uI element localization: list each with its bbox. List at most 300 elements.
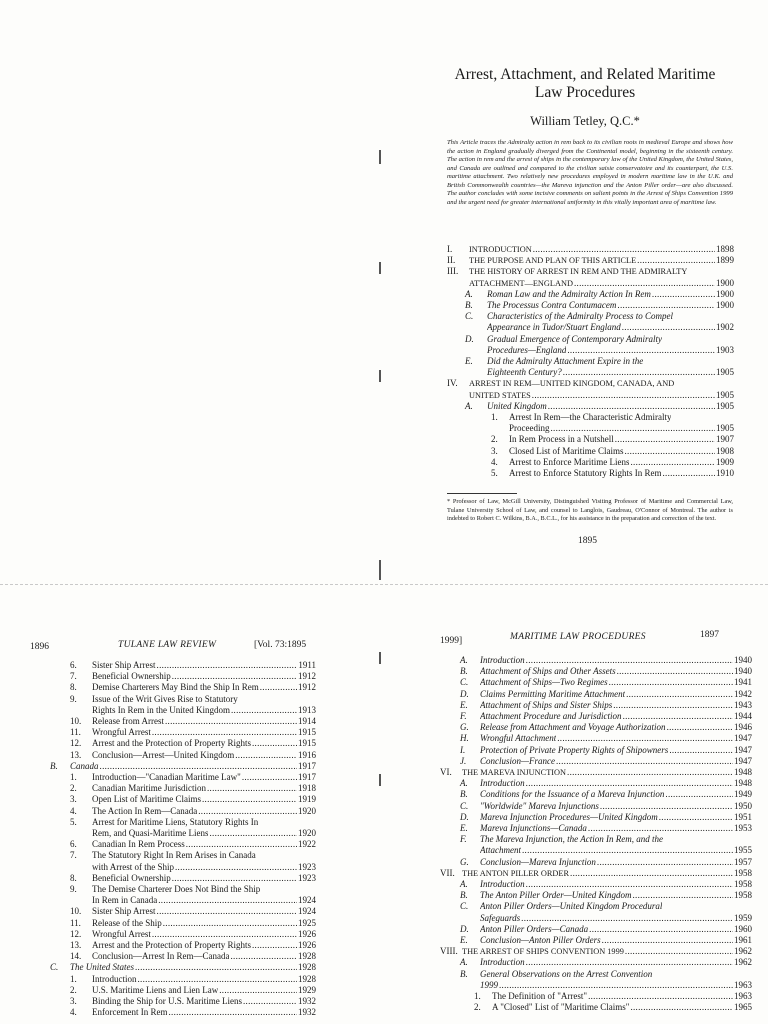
toc-page-number: 1926 xyxy=(298,928,316,939)
author-name: William Tetley, Q.C.* xyxy=(530,114,640,128)
toc-entry xyxy=(440,1002,752,1013)
toc-entry-title: Attachment of Ships and Other Assets xyxy=(480,666,616,677)
toc-leader xyxy=(172,671,297,682)
toc-entry-number: B. xyxy=(460,789,468,800)
toc-entry xyxy=(440,935,752,946)
toc-entry-title: Proceeding xyxy=(509,423,550,434)
toc-entry-title: Introduction xyxy=(480,778,525,789)
toc-entry-number: C. xyxy=(460,800,469,811)
toc-entry xyxy=(440,733,752,744)
toc-entry-title: Wrongful Arrest xyxy=(92,928,151,939)
toc-entry xyxy=(50,951,316,962)
toc-entry-number: C. xyxy=(460,901,469,912)
toc-page-number: 1909 xyxy=(716,456,734,467)
toc-leader xyxy=(219,985,297,996)
toc-entry-number: 14. xyxy=(70,951,82,962)
toc-page-number: 1955 xyxy=(734,845,752,856)
toc-entry xyxy=(440,677,752,688)
toc-leader xyxy=(600,801,733,812)
toc-page-number: 1928 xyxy=(298,962,316,973)
toc-leader xyxy=(135,962,297,973)
toc-page-number: 1899 xyxy=(716,255,734,266)
toc-entry xyxy=(50,738,316,749)
toc-entry-title: Attachment Procedure and Jurisdiction xyxy=(480,711,622,722)
toc-page-number: 1940 xyxy=(734,666,752,677)
toc-entry xyxy=(440,890,752,901)
toc-entry-title: THE ARREST OF SHIPS CONVENTION 1999 xyxy=(462,947,624,957)
toc-leader xyxy=(526,778,733,789)
toc-entry-title: Anton Piller Orders—Canada xyxy=(480,923,589,934)
toc-page-number: 1919 xyxy=(298,794,316,805)
toc-leader xyxy=(252,940,297,951)
toc-entry-number: I. xyxy=(460,744,466,755)
toc-entry-title: Rem, and Quasi-Maritime Liens xyxy=(92,828,209,839)
toc-entry xyxy=(440,689,752,700)
toc-entry-title: Conclusion—Arrest—United Kingdom xyxy=(92,749,235,760)
toc-entry-title: Protection of Private Property Rights of Shipowners xyxy=(480,744,669,755)
article-title xyxy=(440,66,730,102)
toc-entry xyxy=(50,794,316,805)
toc-leader xyxy=(242,772,297,783)
toc-leader xyxy=(157,660,298,671)
toc-entry xyxy=(50,996,316,1007)
toc-leader xyxy=(499,980,733,991)
toc-entry-title: The United States xyxy=(70,962,134,973)
toc-leader xyxy=(175,862,297,873)
toc-page-number: 1910 xyxy=(716,468,734,479)
toc-entry-title: Arrest and the Protection of Property Rights xyxy=(92,940,251,951)
toc-entry-title: Anton Piller Orders—United Kingdom Procedural xyxy=(480,901,663,912)
toc-page-number: 1958 xyxy=(734,890,752,901)
toc-entry-title: Introduction xyxy=(480,957,525,968)
toc-entry-number: I. xyxy=(447,244,453,254)
toc-entry-number: F. xyxy=(460,834,467,845)
toc-entry-title: Appearance in Tudor/Stuart England xyxy=(487,322,621,333)
toc-entry xyxy=(447,278,734,289)
toc-leader xyxy=(597,857,733,868)
toc-entry xyxy=(447,423,734,434)
toc-leader xyxy=(630,457,715,468)
toc-entry-number: C. xyxy=(465,311,474,322)
toc-entry-number: 2. xyxy=(70,984,77,995)
toc-entry xyxy=(440,711,752,722)
toc-entry xyxy=(50,716,316,727)
toc-leader xyxy=(602,935,733,946)
toc-page-number: 1923 xyxy=(298,861,316,872)
toc-entry-title: Closed List of Maritime Claims xyxy=(509,445,624,456)
toc-entry xyxy=(50,660,316,671)
toc-page-number: 1963 xyxy=(734,979,752,990)
toc-leader xyxy=(138,974,298,985)
toc-entry-title: ARREST IN REM—UNITED KINGDOM, CANADA, AND xyxy=(469,379,675,389)
toc-entry-title: Release from Arrest xyxy=(92,716,164,727)
toc-leader xyxy=(202,794,297,805)
toc-entry xyxy=(440,789,752,800)
toc-entry-title: General Observations on the Arrest Convention xyxy=(480,968,653,979)
volume-reference: [Vol. 73:1895 xyxy=(254,640,307,650)
toc-page-number: 1949 xyxy=(734,789,752,800)
toc-entry xyxy=(50,761,316,772)
toc-page-number: 1911 xyxy=(298,660,316,670)
toc-entry-number: 2. xyxy=(474,1002,481,1013)
folio-right: 1897 xyxy=(700,630,719,640)
toc-entry-number: A. xyxy=(460,655,468,665)
toc-entry xyxy=(50,873,316,884)
toc-entry-number: 1. xyxy=(491,412,498,423)
toc-entry xyxy=(447,356,734,367)
toc-entry xyxy=(50,918,316,929)
toc-entry-number: A. xyxy=(460,957,468,968)
toc-entry-title: The Processus Contra Contumacem xyxy=(487,300,617,311)
toc-entry-number: 7. xyxy=(70,671,77,682)
toc-page-number: 1962 xyxy=(734,957,752,968)
toc-entry xyxy=(50,850,316,861)
toc-page-number: 1947 xyxy=(734,733,752,744)
toc-entry xyxy=(440,778,752,789)
toc-entry-number: D. xyxy=(460,811,469,822)
toc-leader xyxy=(652,289,715,300)
toc-leader xyxy=(172,873,297,884)
toc-leader xyxy=(625,446,716,457)
toc-entry-title: Release of the Ship xyxy=(92,917,162,928)
toc-entry xyxy=(447,311,734,322)
toc-entry-title: The Demise Charterer Does Not Bind the Ship xyxy=(92,884,261,895)
toc-entry xyxy=(447,390,734,401)
toc-entry xyxy=(447,345,734,356)
toc-entry-number: 13. xyxy=(70,749,82,760)
toc-entry-number: 8. xyxy=(70,682,77,693)
toc-page-number: 1905 xyxy=(716,400,734,411)
toc-entry-title: Conclusion—France xyxy=(480,755,555,766)
toc-entry-title: Attachment of Ships and Sister Ships xyxy=(480,699,613,710)
toc-leader xyxy=(626,689,733,700)
gutter-mark xyxy=(379,370,381,382)
toc-entry-title: Demise Charterers May Bind the Ship In Rem xyxy=(92,682,259,693)
toc-leader xyxy=(630,1002,733,1013)
toc-leader xyxy=(567,345,715,356)
toc-leader xyxy=(551,423,716,434)
toc-page-number: 1946 xyxy=(734,722,752,733)
toc-page-number: 1929 xyxy=(298,984,316,995)
toc-entry xyxy=(50,862,316,873)
toc-entry-title: with Arrest of the Ship xyxy=(92,861,174,872)
page-number: 1895 xyxy=(578,536,597,546)
toc-page-number: 1958 xyxy=(734,867,752,878)
toc-entry-number: B. xyxy=(465,300,473,311)
toc-entry-title: Canadian In Rem Process xyxy=(92,839,185,850)
toc-entry-number: 4. xyxy=(70,1007,77,1018)
toc-page-number: 1924 xyxy=(298,906,316,917)
toc-entry-number: D. xyxy=(465,333,474,344)
toc-leader xyxy=(532,390,715,401)
toc-leader xyxy=(617,666,733,677)
toc-entry-title: Release from Attachment and Voyage Authorization xyxy=(480,722,666,733)
toc-page-number: 1959 xyxy=(734,912,752,923)
toc-entry-number: 9. xyxy=(70,884,77,895)
toc-entry-number: 10. xyxy=(70,716,82,727)
toc-entry-number: H. xyxy=(460,733,469,744)
toc-leader xyxy=(588,991,733,1002)
toc-entry-number: IV. xyxy=(447,378,458,389)
toc-entry-title: 1999 xyxy=(480,979,498,990)
toc-entry-title: THE MAREVA INJUNCTION xyxy=(462,768,567,778)
toc-entry-number: 10. xyxy=(70,906,82,917)
toc-entry-title: The Definition of "Arrest" xyxy=(492,991,588,1002)
toc-entry xyxy=(447,322,734,333)
toc-left xyxy=(50,660,316,1019)
footnote-rule xyxy=(447,493,517,494)
toc-leader xyxy=(198,806,297,817)
toc-entry-number: 5. xyxy=(70,816,77,827)
toc-entry-title: The Action In Rem—Canada xyxy=(92,805,198,816)
toc-entry-title: Arrest to Enforce Statutory Rights In Rem xyxy=(509,468,662,479)
toc-page-number: 1932 xyxy=(298,1007,316,1018)
toc-entry-number: 8. xyxy=(70,872,77,883)
year-left: 1999] xyxy=(440,636,463,646)
toc-entry-title: Open List of Maritime Claims xyxy=(92,794,201,805)
toc-entry xyxy=(447,255,734,266)
toc-entry xyxy=(447,446,734,457)
toc-entry-number: 4. xyxy=(70,805,77,816)
toc-entry xyxy=(440,924,752,935)
toc-page-number: 1900 xyxy=(716,288,734,299)
toc-leader xyxy=(235,750,297,761)
toc-page-number: 1962 xyxy=(734,946,752,957)
toc-entry-number: D. xyxy=(460,923,469,934)
toc-page-number: 1941 xyxy=(734,677,752,688)
toc-leader xyxy=(521,913,733,924)
toc-entry-number: 3. xyxy=(70,996,77,1007)
toc-entry xyxy=(440,868,752,879)
toc-entry-title: Claims Permitting Maritime Attachment xyxy=(480,688,626,699)
toc-entry-title: THE PURPOSE AND PLAN OF THIS ARTICLE xyxy=(469,256,637,266)
toc-entry-title: ATTACHMENT—ENGLAND xyxy=(469,278,573,288)
toc-entry xyxy=(50,884,316,895)
title-line-1: Arrest, Attachment, and Related Maritime xyxy=(454,66,716,83)
toc-leader xyxy=(589,924,733,935)
toc-entry-title: The Statutory Right In Rem Arises in Canada xyxy=(92,850,256,861)
toc-leader xyxy=(669,745,733,756)
toc-leader xyxy=(526,879,733,890)
toc-leader xyxy=(207,783,297,794)
toc-entry xyxy=(440,991,752,1002)
toc-entry-title: Binding the Ship for U.S. Maritime Liens xyxy=(92,996,242,1007)
toc-entry-title: Did the Admiralty Attachment Expire in the xyxy=(487,356,644,367)
toc-entry xyxy=(50,906,316,917)
toc-page-number: 1917 xyxy=(298,760,316,771)
toc-entry xyxy=(440,745,752,756)
toc-leader xyxy=(609,677,733,688)
toc-entry xyxy=(50,839,316,850)
toc-entry-number: J. xyxy=(460,755,467,766)
toc-leader xyxy=(168,1007,297,1018)
toc-leader xyxy=(209,828,297,839)
toc-entry xyxy=(440,812,752,823)
toc-entry-number: B. xyxy=(50,760,58,771)
toc-entry-title: THE ANTON PILLER ORDER xyxy=(462,868,570,878)
toc-entry-number: 4. xyxy=(491,456,498,467)
toc-entry xyxy=(50,682,316,693)
toc-entry-title: Issue of the Writ Gives Rise to Statutory xyxy=(92,693,238,704)
toc-entry-title: Conclusion—Mareva Injunction xyxy=(480,856,596,867)
toc-page-number: 1916 xyxy=(298,749,316,760)
toc-entry xyxy=(447,457,734,468)
toc-entry xyxy=(440,700,752,711)
toc-entry-number: 6. xyxy=(70,839,77,850)
toc-entry-number: VII. xyxy=(440,867,455,878)
toc-leader xyxy=(158,895,297,906)
folio-left: 1896 xyxy=(30,642,49,652)
toc-leader xyxy=(556,756,733,767)
toc-entry-title: United Kingdom xyxy=(487,400,547,411)
toc-page-number: 1912 xyxy=(298,682,316,693)
toc-entry xyxy=(447,367,734,378)
toc-entry xyxy=(447,334,734,345)
toc-entry-title: Beneficial Ownership xyxy=(92,671,171,682)
toc-entry-number: A. xyxy=(465,400,473,411)
toc-entry-title: Wrongful Attachment xyxy=(480,733,557,744)
toc-leader xyxy=(662,468,715,479)
toc-entry-number: 1. xyxy=(474,991,481,1002)
toc-entry-title: Attachment xyxy=(480,845,521,856)
toc-leader xyxy=(622,322,715,333)
toc-leader xyxy=(557,733,733,744)
toc-entry-number: 9. xyxy=(70,693,77,704)
toc-top xyxy=(447,244,734,479)
toc-page-number: 1905 xyxy=(716,367,734,378)
toc-leader xyxy=(230,951,297,962)
page-1896 xyxy=(0,590,380,1024)
toc-page-number: 1948 xyxy=(734,767,752,778)
toc-entry xyxy=(440,913,752,924)
toc-page-number: 1914 xyxy=(298,716,316,727)
toc-entry xyxy=(447,468,734,479)
toc-entry-title: In Rem in Canada xyxy=(92,895,158,906)
toc-page-number: 1953 xyxy=(734,823,752,834)
toc-entry-number: C. xyxy=(50,962,59,973)
toc-entry xyxy=(440,834,752,845)
toc-leader xyxy=(613,700,733,711)
toc-entry-number: II. xyxy=(447,255,456,266)
toc-entry-title: Sister Ship Arrest xyxy=(92,906,156,917)
toc-right xyxy=(440,655,752,1014)
footnote: * Professor of Law, McGill University, Distinguished Visiting Professor of Maritime and Commercial Law, Tulane University School of Law, and counsel to Langlois, Gaudreau, O'Connor of Montreal. The author is indebted to Robert C. Wilkins, B.A., B.C.L., for his assistance in the preparation and correction of the text. xyxy=(447,498,733,522)
toc-entry-title: Roman Law and the Admiralty Action In Rem xyxy=(487,288,651,299)
toc-leader xyxy=(186,839,297,850)
toc-page-number: 1963 xyxy=(734,991,752,1002)
running-head-left: TULANE LAW REVIEW xyxy=(118,640,217,650)
toc-entry-title: The Anton Piller Order—United Kingdom xyxy=(480,890,632,901)
toc-page-number: 1905 xyxy=(716,423,734,434)
toc-entry-title: Gradual Emergence of Contemporary Admiralty xyxy=(487,333,662,344)
toc-page-number: 1912 xyxy=(298,671,316,682)
toc-entry xyxy=(50,940,316,951)
toc-page-number: 1923 xyxy=(298,872,316,883)
toc-entry xyxy=(447,244,734,255)
toc-entry-number: VIII. xyxy=(440,946,458,957)
toc-page-number: 1944 xyxy=(734,711,752,722)
toc-entry-number: 11. xyxy=(70,917,81,928)
toc-entry xyxy=(50,895,316,906)
toc-entry-title: Canada xyxy=(70,760,99,771)
toc-leader xyxy=(615,434,715,445)
toc-leader xyxy=(570,868,733,879)
toc-entry-title: Canadian Maritime Jurisdiction xyxy=(92,783,206,794)
abstract: This Article traces the Admiralty action in rem back to its civilian roots in medieval Europe and shows how the action in England gradually diverged from the Continental model, beginning in the sixteenth century. The action in rem and the arrest of ships in the contemporary law of the United Kingdom, the United States, and Canada are outlined and compared to the civilian saisie conservatoire and its counterpart, the U.S. maritime attachment. Two relatively new procedures employed in modern maritime law in the U.K. and British Commonwealth countries—the Mareva injunction and the Anton Piller order—are also discussed. The author concludes with some incisive comments on salient points in the Arrest of Ships Convention 1999 and the urgent need for greater international uniformity in this vitally important area of maritime law. xyxy=(447,139,733,206)
toc-entry-title: "Worldwide" Mareva Injunctions xyxy=(480,800,599,811)
toc-entry xyxy=(440,879,752,890)
toc-entry xyxy=(447,401,734,412)
toc-entry-title: Safeguards xyxy=(480,912,521,923)
toc-entry-title: In Rem Process in a Nutshell xyxy=(509,434,614,445)
toc-entry xyxy=(440,722,752,733)
toc-entry-number: 5. xyxy=(491,468,498,479)
toc-entry xyxy=(440,767,752,778)
toc-entry xyxy=(440,857,752,868)
toc-entry xyxy=(447,412,734,423)
toc-entry xyxy=(50,727,316,738)
toc-entry-title: Introduction xyxy=(92,973,137,984)
toc-entry xyxy=(50,828,316,839)
toc-entry xyxy=(440,666,752,677)
toc-entry xyxy=(50,929,316,940)
toc-entry xyxy=(50,772,316,783)
toc-page-number: 1902 xyxy=(716,322,734,333)
toc-page-number: 1928 xyxy=(298,951,316,962)
toc-entry-title: INTRODUCTION xyxy=(469,245,532,254)
title-line-2: Law Procedures xyxy=(534,84,636,101)
toc-entry-title: Arrest to Enforce Maritime Liens xyxy=(509,456,630,467)
toc-leader xyxy=(163,918,297,929)
toc-page-number: 1957 xyxy=(734,856,752,867)
toc-leader xyxy=(260,682,297,693)
toc-entry-title: Mareva Injunctions—Canada xyxy=(480,823,587,834)
toc-page-number: 1947 xyxy=(734,755,752,766)
toc-page-number: 1942 xyxy=(734,688,752,699)
toc-leader xyxy=(617,300,715,311)
toc-leader xyxy=(252,738,297,749)
gutter-mark xyxy=(379,560,381,580)
toc-entry xyxy=(440,801,752,812)
toc-entry-number: 12. xyxy=(70,738,82,749)
page-1897 xyxy=(388,590,768,1024)
toc-entry xyxy=(440,969,752,980)
toc-leader xyxy=(623,711,733,722)
toc-leader xyxy=(588,823,733,834)
toc-entry-number: B. xyxy=(460,666,468,677)
toc-entry-number: E. xyxy=(460,823,468,834)
toc-leader xyxy=(100,761,297,772)
toc-entry xyxy=(50,817,316,828)
toc-entry-number: F. xyxy=(460,711,467,722)
toc-entry-title: Conclusion—Arrest In Rem—Canada xyxy=(92,951,230,962)
toc-entry-number: A. xyxy=(460,879,468,890)
toc-leader xyxy=(633,890,734,901)
toc-leader xyxy=(637,255,715,266)
toc-page-number: 1951 xyxy=(734,811,752,822)
page-divider xyxy=(0,584,768,586)
toc-entry-title: Conclusion—Anton Piller Orders xyxy=(480,935,601,946)
toc-entry xyxy=(447,378,734,389)
toc-page-number: 1907 xyxy=(716,434,734,445)
toc-entry xyxy=(50,962,316,973)
toc-entry-number: VI. xyxy=(440,767,452,778)
toc-entry-title: Introduction xyxy=(480,879,525,890)
toc-entry-number: 12. xyxy=(70,928,82,939)
toc-entry-number: 1. xyxy=(70,772,77,783)
toc-page-number: 1898 xyxy=(716,244,734,254)
toc-leader xyxy=(533,244,715,255)
